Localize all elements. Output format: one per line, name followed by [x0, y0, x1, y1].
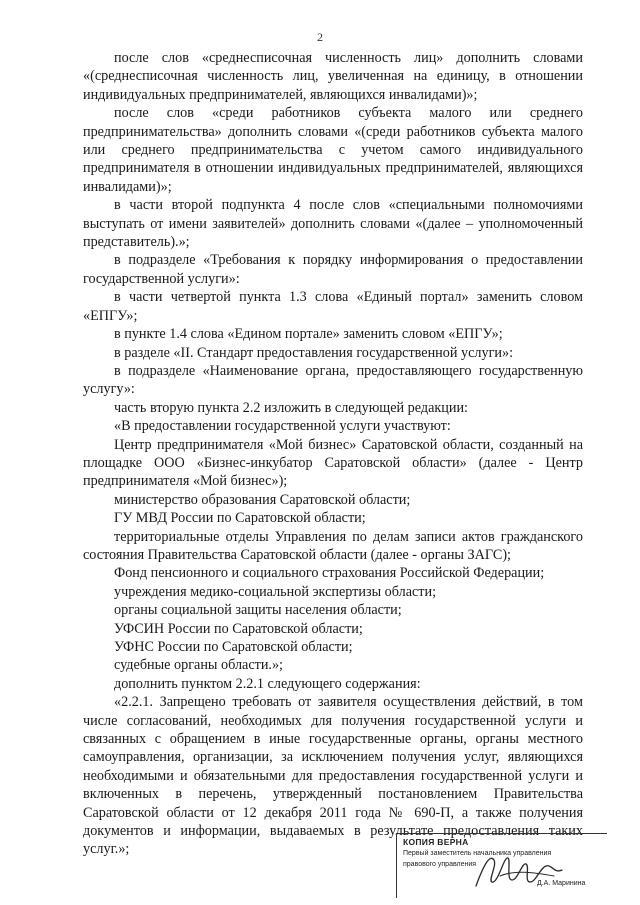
- paragraph: «2.2.1. Запрещено требовать от заявителя осуществления действий, в том числе согласований, необходимых для получения государственной услуги и связанных с обращением в иные государственные органы, органы местного самоуправления, организации, за исключением получения услуг, являющихся необходимыми и обязательными для предоставления государственной услуги и включенных в перечень, утвержденный постановлением Правительства Саратовской области от 12 декабря 2011 года № 690-П, а также получения документов и информации, выдаваемых в результате предоставления таких услуг.»;: [83, 694, 583, 858]
- stamp-signer-name: Д.А. Маринина: [537, 880, 586, 887]
- paragraph: после слов «среди работников субъекта малого или среднего предпринимательства» дополнить словами «(среди работников субъекта малого или среднего предпринимательства с учетом самого индивидуального предпринимателя в отношении индивидуальных предпринимателей, являющихся инвалидами)»;: [83, 105, 583, 195]
- handwritten-signature: [470, 846, 570, 896]
- paragraph: «В предоставлении государственной услуги участвуют:: [114, 418, 451, 435]
- paragraph: в части четвертой пункта 1.3 слова «Единый портал» заменить словом «ЕПГУ»;: [83, 289, 583, 324]
- paragraph: после слов «среднесписочная численность лиц» дополнить словами «(среднесписочная численность лиц, увеличенная на единицу, в отношении индивидуальных предпринимателей, являющихся инвалидами)»;: [83, 50, 583, 103]
- paragraph: территориальные отделы Управления по делам записи актов гражданского состояния Правительства Саратовской области (далее - органы ЗАГС);: [83, 528, 583, 563]
- document-body: [83, 49, 583, 859]
- paragraph: в подразделе «Наименование органа, предоставляющего государственную услугу»:: [83, 362, 583, 398]
- paragraph: учреждения медико-социальной экспертизы области;: [114, 583, 437, 600]
- paragraph: в разделе «II. Стандарт предоставления государственной услуги»:: [114, 344, 514, 361]
- paragraph: Фонд пенсионного и социального страхования Российской Федерации;: [114, 565, 545, 582]
- page-number: 2: [317, 30, 323, 44]
- stamp-title: КОПИЯ ВЕРНА: [403, 837, 469, 847]
- paragraph: в подразделе «Требования к порядку информирования о предоставлении государственной услуги»:: [83, 252, 583, 287]
- stamp-position-line: Первый заместитель начальника управления: [403, 850, 552, 857]
- paragraph: в пункте 1.4 слова «Едином портале» заменить словом «ЕПГУ»;: [114, 326, 503, 343]
- paragraph: часть вторую пункта 2.2 изложить в следующей редакции:: [114, 399, 468, 416]
- stamp-department-line: правового управления: [403, 861, 477, 868]
- paragraph: ГУ МВД России по Саратовской области;: [114, 510, 366, 527]
- paragraph: органы социальной защиты населения области;: [114, 602, 402, 619]
- paragraph: дополнить пунктом 2.2.1 следующего содержания:: [114, 675, 421, 692]
- paragraph: министерство образования Саратовской области;: [114, 491, 411, 508]
- paragraph: судебные органы области.»;: [114, 657, 283, 674]
- paragraph: УФНС России по Саратовской области;: [114, 639, 353, 655]
- paragraph: в части второй подпункта 4 после слов «специальными полномочиями выступать от имени заявителей» дополнить словами «(далее – уполномоченный представитель).»;: [83, 197, 583, 251]
- paragraph: УФСИН России по Саратовской области;: [114, 620, 363, 637]
- paragraph: Центр предпринимателя «Мой бизнес» Саратовской области, созданный на площадке ООО «Бизнес-инкубатор Саратовской области» (далее - Центр предпринимателя «Мой бизнес»);: [83, 436, 583, 490]
